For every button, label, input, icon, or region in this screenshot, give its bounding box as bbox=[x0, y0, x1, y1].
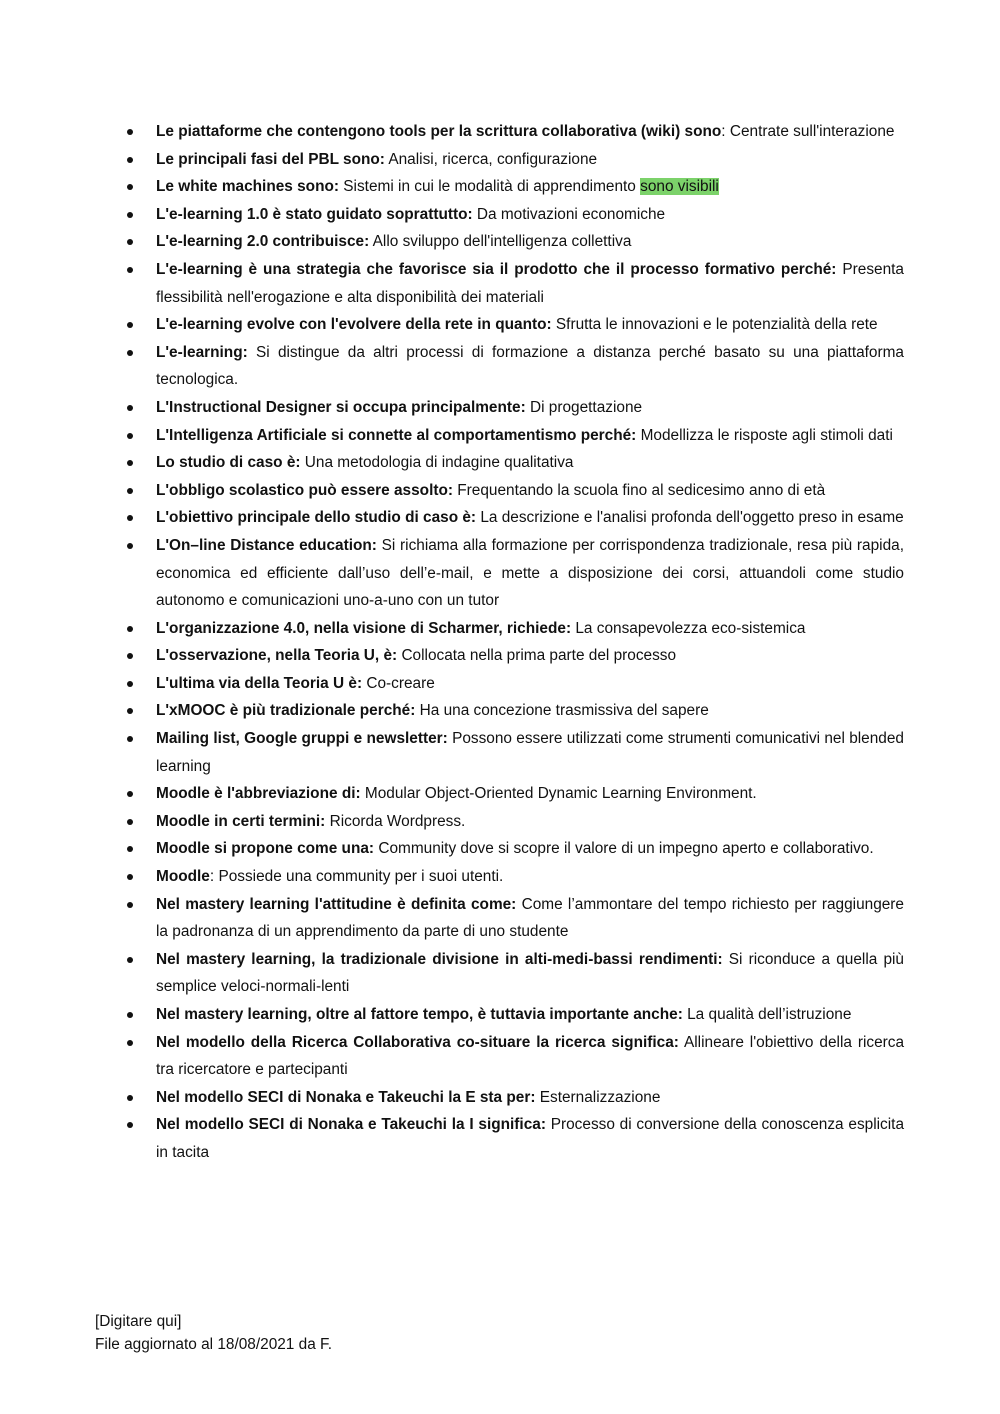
answer-text: Community dove si scopre il valore di un impegno aperto e collaborativo. bbox=[378, 840, 874, 858]
list-item bbox=[156, 504, 904, 532]
question-text: L'osservazione, nella Teoria U, è: bbox=[156, 647, 398, 665]
answer-text: Collocata nella prima parte del processo bbox=[401, 647, 677, 665]
question-text: Lo studio di caso è: bbox=[156, 454, 301, 472]
question-text: Mailing list, Google gruppi e newsletter: bbox=[156, 730, 448, 748]
question-text: Nel mastery learning, oltre al fattore tempo, è tuttavia importante anche: bbox=[156, 1006, 683, 1023]
list-item bbox=[156, 256, 904, 311]
page-footer bbox=[95, 1310, 332, 1356]
answer-text: Processo di conversione della conoscenza esplicita in tacita bbox=[156, 1116, 905, 1161]
separator: : bbox=[209, 868, 219, 886]
question-text: L'organizzazione 4.0, nella visione di Scharmer, richiede: bbox=[156, 619, 572, 637]
answer-text: Modular Object-Oriented Dynamic Learning Environment. bbox=[364, 785, 757, 803]
answer-text: Allineare l'obiettivo della ricerca tra ricercatore e partecipanti bbox=[156, 1033, 905, 1079]
question-text: L'obiettivo principale dello studio di caso è: bbox=[156, 509, 477, 527]
question-text: Nel mastery learning, la tradizionale divisione in alti-medi-bassi rendimenti: bbox=[156, 950, 723, 968]
answer-text: Una metodologia di indagine qualitativa bbox=[304, 454, 574, 472]
question-text: Moodle in certi termini: bbox=[156, 812, 326, 830]
question-text: Nel mastery learning l'attitudine è definita come: bbox=[156, 895, 517, 913]
answer-text: Di progettazione bbox=[529, 398, 643, 416]
list-item bbox=[156, 670, 904, 698]
separator bbox=[248, 344, 256, 361]
highlighted-text: sono visibili bbox=[640, 178, 719, 196]
answer-text: Si richiama alla formazione per corrispondenza tradizionale, resa più rapida, economica ed efficiente dall’uso dell’e-mail, e mette a disposizione dei corsi, attuandoli come studio autonomo e comunicazioni uno-a-uno con un tutor bbox=[156, 536, 904, 610]
question-text: L'e-learning 2.0 contribuisce: bbox=[156, 233, 370, 251]
question-text: Moodle si propone come una: bbox=[156, 840, 375, 858]
answer-text: Allo sviluppo dell'intelligenza collettiva bbox=[372, 233, 632, 251]
list-item bbox=[156, 201, 904, 229]
footer-placeholder: [Digitare qui] bbox=[95, 1313, 182, 1330]
answer-text: Presenta flessibilità nell'erogazione e alta disponibilità dei materiali bbox=[156, 260, 904, 306]
question-text: Nel modello della Ricerca Collaborativa co-situare la ricerca significa: bbox=[156, 1033, 679, 1051]
answer-text: Sfrutta le innovazioni e le potenzialità della rete bbox=[555, 316, 878, 334]
qa-list bbox=[156, 118, 904, 1167]
list-item bbox=[156, 946, 904, 1001]
list-item bbox=[156, 780, 904, 808]
answer-text: Frequentando la scuola fino al sedicesimo anno di età bbox=[457, 481, 826, 499]
answer-text: Modellizza le risposte agli stimoli dati bbox=[640, 426, 893, 444]
answer-text: La qualità dell’istruzione bbox=[687, 1006, 852, 1023]
list-item bbox=[156, 394, 904, 422]
question-text: L'e-learning evolve con l'evolvere della rete in quanto: bbox=[156, 316, 552, 334]
list-item bbox=[156, 615, 904, 643]
answer-text: La consapevolezza eco-sistemica bbox=[575, 619, 806, 637]
question-text: Le white machines sono: bbox=[156, 178, 340, 196]
question-text: L'xMOOC è più tradizionale perché: bbox=[156, 702, 416, 720]
question-text: Nel modello SECI di Nonaka e Takeuchi la I significa: bbox=[156, 1116, 546, 1134]
answer-text: Si distingue da altri processi di formazione a distanza perché basato su una piattaforma tecnologica. bbox=[156, 343, 904, 389]
question-text: L'obbligo scolastico può essere assolto: bbox=[156, 481, 453, 499]
list-item bbox=[156, 228, 904, 256]
footer-update-note: File aggiornato al 18/08/2021 da F. bbox=[95, 1336, 333, 1353]
list-item bbox=[156, 1001, 904, 1029]
question-text: Le piattaforme che contengono tools per la scrittura collaborativa (wiki) sono bbox=[156, 123, 722, 140]
answer-text: Come l’ammontare del tempo richiesto per raggiungere la padronanza di un apprendimento da parte di uno studente bbox=[156, 895, 904, 941]
list-item bbox=[156, 1029, 904, 1084]
list-item bbox=[156, 1084, 904, 1112]
list-item bbox=[156, 697, 904, 725]
list-item bbox=[156, 422, 904, 450]
list-item bbox=[156, 1111, 904, 1166]
question-text: L'On–line Distance education: bbox=[156, 536, 377, 554]
list-item bbox=[156, 173, 904, 201]
list-item bbox=[156, 863, 904, 891]
answer-text: Da motivazioni economiche bbox=[476, 205, 666, 223]
question-text: Moodle è l'abbreviazione di: bbox=[156, 785, 361, 803]
list-item bbox=[156, 339, 904, 394]
list-item bbox=[156, 449, 904, 477]
list-item bbox=[156, 532, 904, 615]
question-text: L'e-learning: bbox=[156, 343, 248, 361]
answer-text: La descrizione e l'analisi profonda dell'oggetto preso in esame bbox=[480, 509, 904, 527]
question-text: L'Instructional Designer si occupa principalmente: bbox=[156, 398, 526, 416]
question-text: Le principali fasi del PBL sono: bbox=[156, 150, 385, 168]
question-text: L'e-learning 1.0 è stato guidato soprattutto: bbox=[156, 205, 473, 223]
list-item bbox=[156, 808, 904, 836]
question-text: L'ultima via della Teoria U è: bbox=[156, 674, 363, 692]
question-text: L'Intelligenza Artificiale si connette al comportamentismo perché: bbox=[156, 426, 637, 444]
answer-text: Analisi, ricerca, configurazione bbox=[388, 150, 598, 168]
answer-text: Esternalizzazione bbox=[539, 1088, 661, 1106]
question-text: Nel modello SECI di Nonaka e Takeuchi la E sta per: bbox=[156, 1088, 536, 1106]
question-text: L'e-learning è una strategia che favorisce sia il prodotto che il processo formativo perché: bbox=[156, 260, 837, 278]
list-item bbox=[156, 725, 904, 780]
answer-text: Possiede una community per i suoi utenti. bbox=[218, 868, 504, 886]
list-item bbox=[156, 642, 904, 670]
answer-text: Centrate sull'interazione bbox=[729, 123, 895, 140]
list-item bbox=[156, 311, 904, 339]
answer-text: Possono essere utilizzati come strumenti comunicativi nel blended learning bbox=[156, 730, 904, 775]
separator: : bbox=[721, 123, 730, 140]
list-item bbox=[156, 118, 904, 146]
list-item bbox=[156, 891, 904, 946]
answer-text: Sistemi in cui le modalità di apprendimento bbox=[343, 178, 641, 196]
answer-text: Co-creare bbox=[366, 674, 435, 692]
list-item bbox=[156, 835, 904, 863]
list-item bbox=[156, 477, 904, 505]
answer-text: Si riconduce a quella più semplice veloci-normali-lenti bbox=[156, 950, 904, 996]
list-item bbox=[156, 146, 904, 174]
answer-text: Ricorda Wordpress. bbox=[329, 812, 466, 830]
question-text: Moodle bbox=[156, 868, 210, 886]
answer-text: Ha una concezione trasmissiva del sapere bbox=[419, 702, 709, 720]
